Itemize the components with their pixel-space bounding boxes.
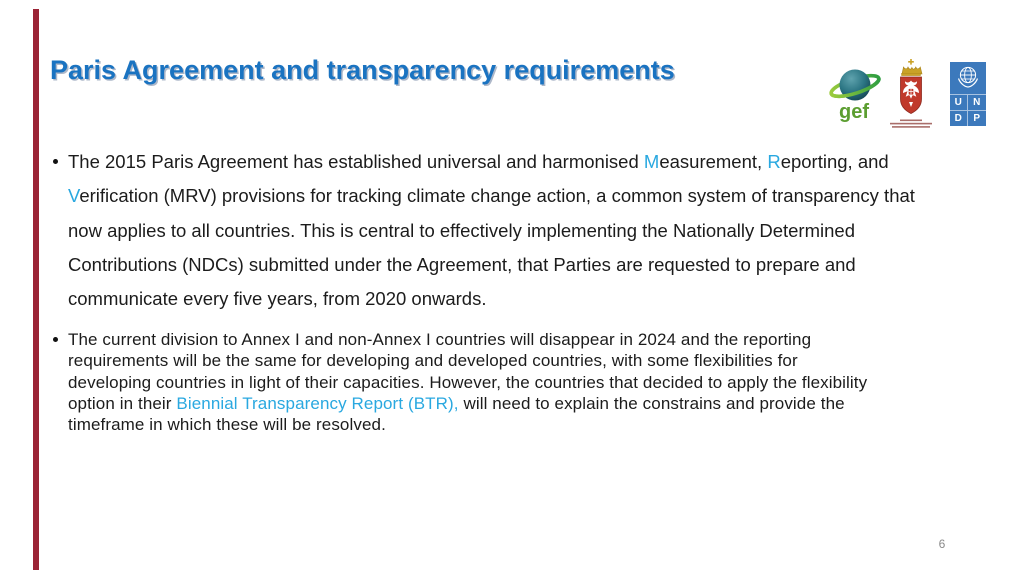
page-number: 6 [938, 537, 946, 551]
text-segment: communicate every five years, from 2020 onwards. [68, 288, 487, 310]
bullet-line [68, 179, 994, 213]
bullet-line [68, 350, 994, 371]
bullet-line [68, 329, 994, 350]
undp-letter: D [950, 110, 968, 126]
highlighted-text-segment: R [767, 151, 781, 172]
text-segment: eporting, and [780, 151, 889, 172]
text-segment: erification (MRV) provisions for tracking climate change action, a common system of transparency that [79, 185, 915, 207]
undp-letter: P [968, 110, 986, 126]
page-title: Paris Agreement and transparency requirements [50, 55, 675, 85]
bullet-line [68, 145, 994, 179]
undp-letter: N [973, 97, 981, 108]
text-segment: developing countries in light of their capacities. However, the countries that decided to apply the flexibility [68, 372, 868, 392]
bullet-line [68, 372, 994, 393]
bullet-line [68, 214, 994, 248]
text-segment: requirements will be the same for developing and developed countries, with some flexibilities for [68, 351, 798, 371]
bullet-dot-icon [53, 337, 58, 342]
bullet-text [68, 329, 994, 435]
bullet-line [68, 248, 994, 282]
highlighted-text-segment: V [68, 185, 80, 207]
bullet-line [68, 414, 994, 435]
text-segment: will need to explain the constrains and provide the [458, 393, 845, 413]
highlighted-text-segment: Biennial Transparency Report (BTR), [176, 393, 459, 413]
bullet-item [52, 145, 994, 316]
bullet-dot-icon [53, 159, 58, 164]
bullet-text [68, 145, 994, 316]
text-segment: The current division to Annex I and non-Annex I countries will disappear in 2024 and the reporting [68, 330, 812, 349]
highlighted-text-segment: M [643, 151, 660, 172]
undp-letter: U [950, 95, 968, 110]
bullet-line [68, 393, 994, 414]
text-segment: timeframe in which these will be resolved. [68, 415, 386, 435]
text-segment: The 2015 Paris Agreement has established universal and harmonised [68, 151, 644, 172]
text-segment: option in their [68, 393, 177, 413]
bullet-item [52, 329, 994, 435]
text-segment: Contributions (NDCs) submitted under the Agreement, that Parties are requested to prepare and [68, 253, 856, 275]
text-segment: now applies to all countries. This is central to effectively implementing the Nationally Determined [68, 219, 855, 241]
text-segment: easurement, [659, 151, 768, 172]
gef-wordmark: gef [839, 101, 869, 122]
bullet-line [68, 282, 994, 316]
